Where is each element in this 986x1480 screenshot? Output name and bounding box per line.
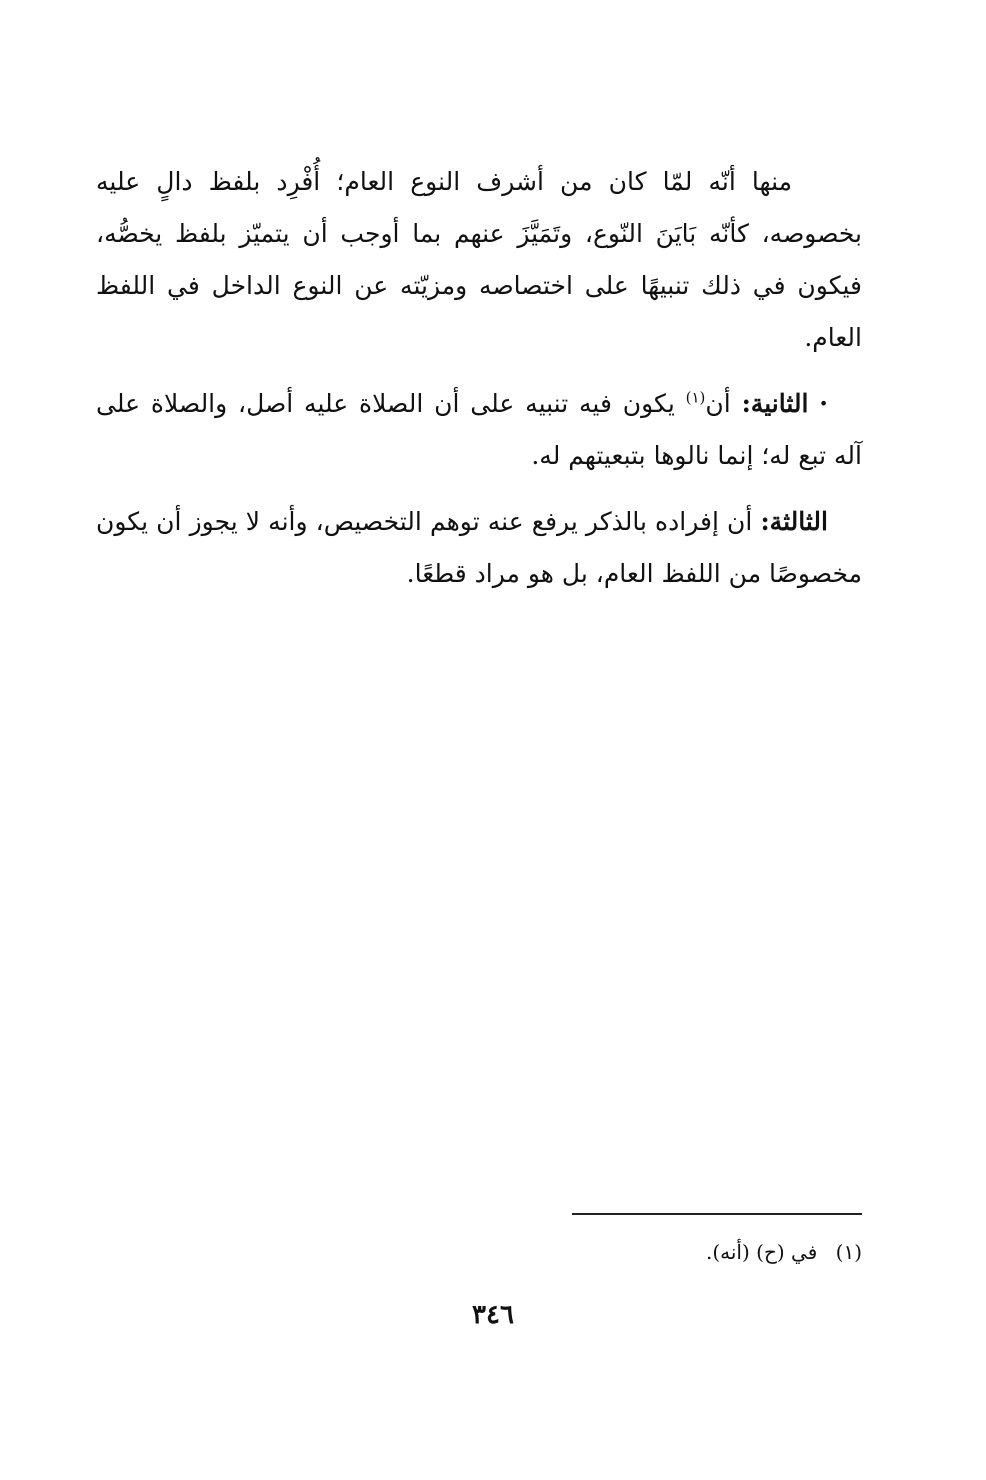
paragraph-2-text: يكون فيه تنبيه على أن الصلاة عليه أصل، والصلاة على آله تبع له؛ إنما نالوها بتبعيتهم له. [96, 389, 862, 470]
footnote [460, 1232, 862, 1272]
paragraph-2 [96, 378, 862, 482]
paragraph-2-lead: الثانية: [741, 389, 809, 418]
paragraph-1 [96, 156, 862, 364]
paragraph-3 [96, 496, 862, 600]
paragraph-3-lead: الثالثة: [760, 507, 828, 536]
bullet-mark: · [819, 389, 828, 418]
paragraph-1-text: منها أنّه لمّا كان من أشرف النوع العام؛ أُفْرِد بلفظ دالٍ عليه بخصوصه، كأنّه بَايَنَ النّوع، وتَمَيَّزَ عنهم بما أوجب أن يتميّز بلفظ يخصُّه، فيكون في ذلك تنبيهًا على اختصاصه ومزيّته عن النوع الداخل في اللفظ العام. [96, 167, 862, 352]
footnote-reference[interactable]: (١) [685, 388, 706, 407]
footnote-text: في (ح) (أنه). [705, 1240, 818, 1264]
paragraph-3-text: أن إفراده بالذكر يرفع عنه توهم التخصيص، وأنه لا يجوز أن يكون مخصوصًا من اللفظ العام، بل هو مراد قطعًا. [96, 507, 862, 588]
main-text [96, 156, 862, 614]
footnote-divider [572, 1213, 862, 1215]
footnote-number: (١) [835, 1240, 862, 1264]
page-number: ٣٤٦ [472, 1300, 514, 1330]
paragraph-2-before-ref: أن [705, 389, 731, 418]
